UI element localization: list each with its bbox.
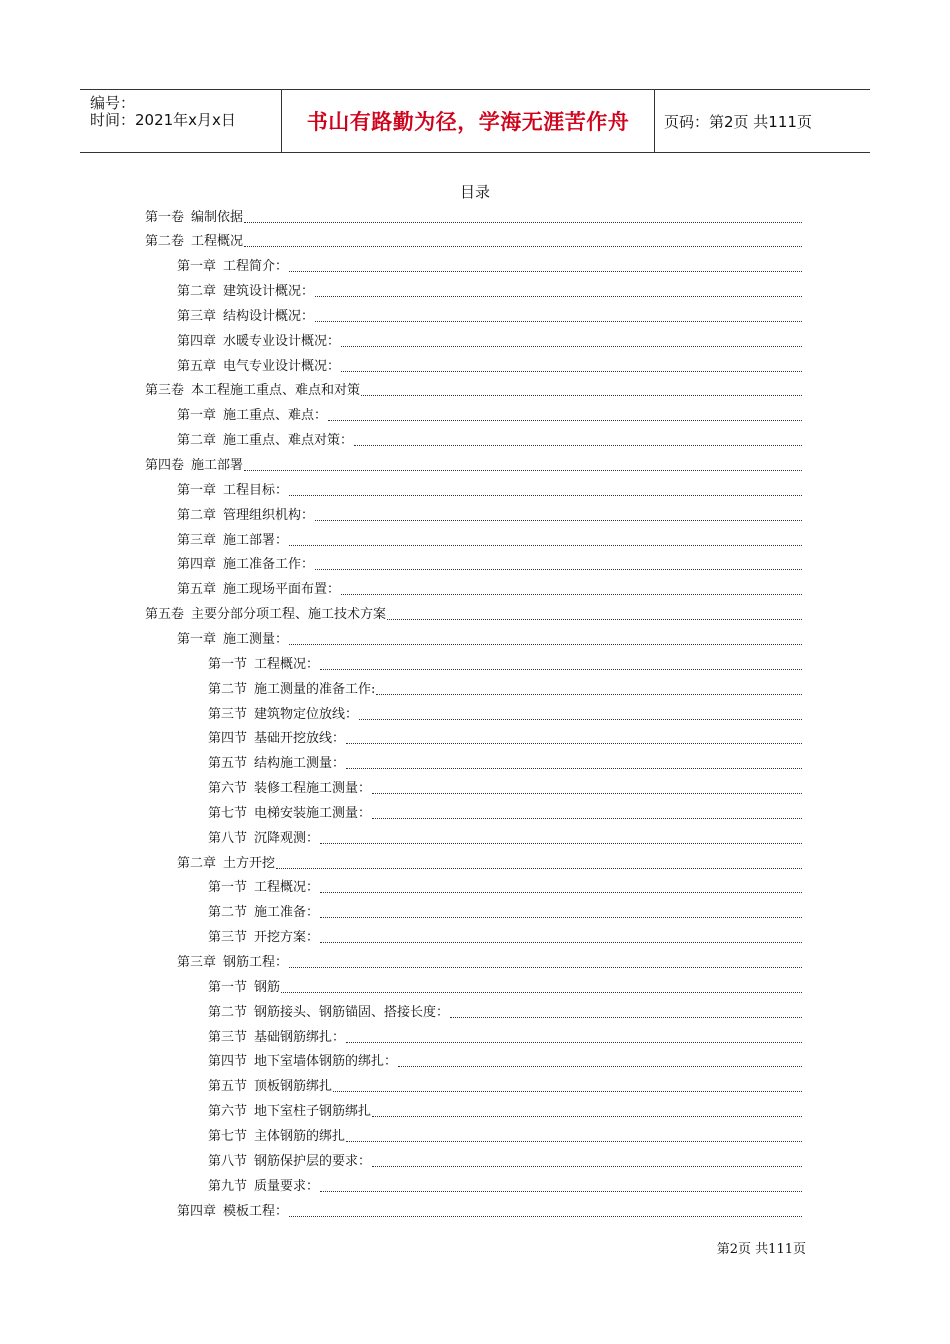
- toc-entry[interactable]: [145, 378, 802, 400]
- toc-leader-dots: [333, 1077, 802, 1092]
- header-page-info: [655, 90, 870, 152]
- toc-entry[interactable]: [177, 626, 802, 648]
- toc-leader-dots: [289, 481, 802, 496]
- toc-entry[interactable]: [208, 1099, 802, 1121]
- page-footer: 第2页 共111页: [716, 1242, 806, 1257]
- toc-leader-dots: [320, 655, 802, 670]
- toc-entry-number: 第八节: [208, 830, 248, 846]
- toc-entry-number: 第四卷: [145, 458, 185, 473]
- toc-entry-number: 第三节: [208, 706, 248, 722]
- toc-entry-text: 水暖专业设计概况：: [223, 333, 341, 349]
- toc-entry-number: 第二节: [208, 905, 248, 921]
- toc-entry[interactable]: [208, 900, 802, 922]
- toc-entry[interactable]: [208, 999, 802, 1021]
- toc-entry[interactable]: [208, 1173, 802, 1195]
- toc-entry[interactable]: [208, 751, 802, 773]
- toc-entry-number: 第七节: [208, 1128, 248, 1144]
- toc-entry-text: 开挖方案：: [254, 930, 320, 946]
- toc-entry-text: 施工准备工作：: [223, 557, 315, 573]
- toc-entry-text: 钢筋: [254, 979, 281, 995]
- toc-entry-text: 装修工程施工测量：: [254, 781, 372, 797]
- toc-entry-text: 工程概况：: [254, 656, 320, 672]
- toc-entry-number: 第一节: [208, 656, 248, 672]
- toc-leader-dots: [315, 307, 802, 322]
- toc-leader-dots: [244, 208, 802, 223]
- document-time-label: 时间：2021年x月x日: [90, 111, 236, 129]
- toc-entry-number: 第四节: [208, 1054, 248, 1070]
- toc-entry-number: 第七节: [208, 805, 248, 821]
- toc-entry-number: 第二章: [177, 855, 217, 871]
- toc-leader-dots: [346, 1028, 802, 1043]
- toc-entry-number: 第五节: [208, 1079, 248, 1095]
- toc-entry-text: 地下室墙体钢筋的绑扎：: [254, 1054, 398, 1070]
- toc-entry-number: 第八节: [208, 1153, 248, 1169]
- toc-leader-dots: [341, 357, 802, 372]
- toc-entry[interactable]: [208, 1049, 802, 1071]
- toc-entry-text: 工程概况：: [254, 880, 320, 896]
- toc-entry[interactable]: [177, 552, 802, 574]
- toc-entry[interactable]: [177, 303, 802, 325]
- toc-entry-number: 第一节: [208, 979, 248, 995]
- toc-leader-dots: [372, 804, 802, 819]
- toc-leader-dots: [346, 754, 802, 769]
- toc-entry-number: 第五章: [177, 358, 217, 374]
- toc-entry-text: 质量要求：: [254, 1178, 320, 1194]
- toc-entry-text: 工程概况: [191, 234, 244, 250]
- toc-entry-text: 地下室柱子钢筋绑扎: [254, 1104, 372, 1120]
- toc-leader-dots: [387, 605, 802, 620]
- toc-leader-dots: [289, 953, 802, 968]
- toc-entry-text: 沉降观测：: [254, 830, 320, 846]
- toc-entry-number: 第九节: [208, 1178, 248, 1194]
- header-motto: 书山有路勤为径，学海无涯苦作舟: [281, 90, 655, 152]
- toc-entry-text: 施工现场平面布置：: [223, 582, 341, 598]
- document-number-label: 编号：: [90, 94, 136, 112]
- toc-entry[interactable]: [208, 974, 802, 996]
- toc-entry-number: 第六节: [208, 781, 248, 797]
- toc-leader-dots: [320, 829, 802, 844]
- toc-leader-dots: [281, 978, 802, 993]
- toc-entry-text: 管理组织机构：: [223, 507, 315, 523]
- toc-entry-text: 施工准备：: [254, 905, 320, 921]
- toc-entry-number: 第三章: [177, 532, 217, 548]
- toc-entry-text: 基础钢筋绑扎：: [254, 1029, 346, 1045]
- toc-entry-number: 第一章: [177, 482, 217, 498]
- document-header: [80, 89, 870, 153]
- toc-entry[interactable]: [208, 676, 802, 698]
- toc-entry-text: 施工部署：: [223, 532, 289, 548]
- toc-leader-dots: [289, 531, 802, 546]
- toc-entry[interactable]: [145, 229, 802, 251]
- toc-entry-number: 第五章: [177, 582, 217, 598]
- toc-entry[interactable]: [208, 825, 802, 847]
- toc-entry-number: 第二章: [177, 507, 217, 523]
- toc-entry-text: 本工程施工重点、难点和对策: [191, 383, 361, 399]
- toc-entry-number: 第五卷: [145, 607, 185, 623]
- toc-entry-text: 施工测量的准备工作:: [254, 681, 376, 697]
- toc-entry-text: 主体钢筋的绑扎: [254, 1128, 346, 1144]
- toc-leader-dots: [289, 1202, 802, 1217]
- toc-entry-number: 第三章: [177, 308, 217, 324]
- toc-entry-number: 第二章: [177, 433, 217, 449]
- toc-leader-dots: [372, 1152, 802, 1167]
- toc-leader-dots: [320, 1177, 802, 1192]
- toc-leader-dots: [361, 381, 802, 396]
- toc-leader-dots: [289, 257, 802, 272]
- toc-leader-dots: [315, 555, 802, 570]
- toc-leader-dots: [359, 705, 802, 720]
- toc-leader-dots: [315, 506, 802, 521]
- toc-entry[interactable]: [208, 1148, 802, 1170]
- toc-leader-dots: [450, 1003, 802, 1018]
- toc-entry-number: 第二节: [208, 681, 248, 697]
- toc-leader-dots: [289, 630, 802, 645]
- toc-entry[interactable]: [208, 726, 802, 748]
- header-meta: [80, 90, 280, 152]
- toc-leader-dots: [372, 1102, 802, 1117]
- toc-entry-number: 第二节: [208, 1004, 248, 1020]
- toc-leader-dots: [244, 456, 802, 471]
- toc-entry-text: 施工部署: [191, 458, 244, 473]
- toc-entry-number: 第三节: [208, 1029, 248, 1045]
- toc-entry-number: 第四章: [177, 333, 217, 349]
- toc-entry-number: 第四章: [177, 1203, 217, 1219]
- toc-entry[interactable]: [177, 353, 802, 375]
- toc-leader-dots: [320, 928, 802, 943]
- toc-entry-text: 施工重点、难点对策：: [223, 433, 354, 449]
- toc-entry-number: 第六节: [208, 1104, 248, 1120]
- toc-leader-dots: [276, 854, 802, 869]
- toc-entry[interactable]: [145, 602, 802, 624]
- toc-entry[interactable]: [208, 651, 802, 673]
- toc-entry-text: 编制依据: [191, 209, 244, 225]
- toc-leader-dots: [346, 729, 802, 744]
- toc-entry-text: 钢筋工程：: [223, 955, 289, 970]
- toc-entry[interactable]: [208, 800, 802, 822]
- toc-entry-number: 第四节: [208, 731, 248, 747]
- toc-entry-text: 结构施工测量：: [254, 756, 346, 772]
- toc-entry[interactable]: [177, 527, 802, 549]
- toc-entry-number: 第二卷: [145, 234, 185, 250]
- toc-title: 目录: [459, 183, 490, 201]
- toc-entry[interactable]: [208, 875, 802, 897]
- toc-entry[interactable]: [177, 502, 802, 524]
- toc-leader-dots: [341, 332, 802, 347]
- toc-entry[interactable]: [208, 1024, 802, 1046]
- toc-leader-dots: [398, 1052, 802, 1067]
- toc-entry[interactable]: [177, 403, 802, 425]
- toc-leader-dots: [320, 903, 802, 918]
- toc-entry-number: 第一章: [177, 259, 217, 275]
- toc-entry-text: 施工测量：: [223, 631, 289, 647]
- toc-entry-number: 第一节: [208, 880, 248, 896]
- toc-leader-dots: [376, 680, 802, 695]
- toc-entry-text: 工程简介：: [223, 259, 289, 275]
- toc-entry-number: 第一章: [177, 631, 217, 647]
- toc-entry-number: 第一章: [177, 408, 217, 424]
- toc-entry-text: 主要分部分项工程、施工技术方案: [191, 607, 387, 623]
- toc-entry-text: 电气专业设计概况：: [223, 358, 341, 374]
- toc-entry-text: 钢筋保护层的要求：: [254, 1153, 372, 1169]
- toc-entry[interactable]: [145, 453, 802, 475]
- toc-leader-dots: [320, 878, 802, 893]
- toc-leader-dots: [315, 282, 802, 297]
- toc-leader-dots: [328, 406, 802, 421]
- toc-entry-number: 第四章: [177, 557, 217, 573]
- header-page-text: 页码：第2页 共111页: [664, 112, 812, 131]
- toc-entry[interactable]: [208, 1123, 802, 1145]
- toc-leader-dots: [354, 431, 802, 446]
- toc-leader-dots: [372, 779, 802, 794]
- toc-entry-number: 第三卷: [145, 383, 185, 399]
- toc-entry-text: 顶板钢筋绑扎: [254, 1079, 333, 1095]
- toc-entry-text: 基础开挖放线：: [254, 731, 346, 747]
- toc-entry[interactable]: [177, 577, 802, 599]
- toc-entry[interactable]: [145, 204, 802, 226]
- toc-entry-text: 工程目标：: [223, 482, 289, 498]
- toc-entry[interactable]: [177, 254, 802, 276]
- toc-entry[interactable]: [177, 477, 802, 499]
- toc-leader-dots: [341, 580, 802, 595]
- toc-entry-text: 钢筋接头、钢筋锚固、搭接长度：: [254, 1004, 450, 1020]
- toc-entry-number: 第三章: [177, 955, 217, 970]
- toc-entry[interactable]: [208, 776, 802, 798]
- toc-entry-text: 施工重点、难点：: [223, 408, 328, 424]
- toc-entry[interactable]: [177, 950, 802, 972]
- toc-entry-number: 第三节: [208, 930, 248, 946]
- toc-entry[interactable]: [208, 701, 802, 723]
- toc-leader-dots: [346, 1127, 802, 1142]
- toc-entry[interactable]: [177, 1198, 802, 1220]
- toc-entry[interactable]: [177, 428, 802, 450]
- toc-entry-text: 建筑设计概况：: [223, 284, 315, 300]
- toc-entry[interactable]: [177, 328, 802, 350]
- toc-entry-text: 土方开挖: [223, 855, 276, 871]
- toc-entry[interactable]: [208, 925, 802, 947]
- toc-entry-text: 结构设计概况：: [223, 308, 315, 324]
- toc-entry-number: 第五节: [208, 756, 248, 772]
- toc-entry-number: 第一卷: [145, 209, 185, 225]
- toc-entry[interactable]: [177, 850, 802, 872]
- toc-entry[interactable]: [208, 1074, 802, 1096]
- toc-entry-text: 电梯安装施工测量：: [254, 805, 372, 821]
- toc-entry-number: 第二章: [177, 284, 217, 300]
- toc-entry-text: 模板工程：: [223, 1203, 289, 1219]
- toc-leader-dots: [244, 232, 802, 247]
- toc-entry[interactable]: [177, 279, 802, 301]
- toc-entry-text: 建筑物定位放线：: [254, 706, 359, 722]
